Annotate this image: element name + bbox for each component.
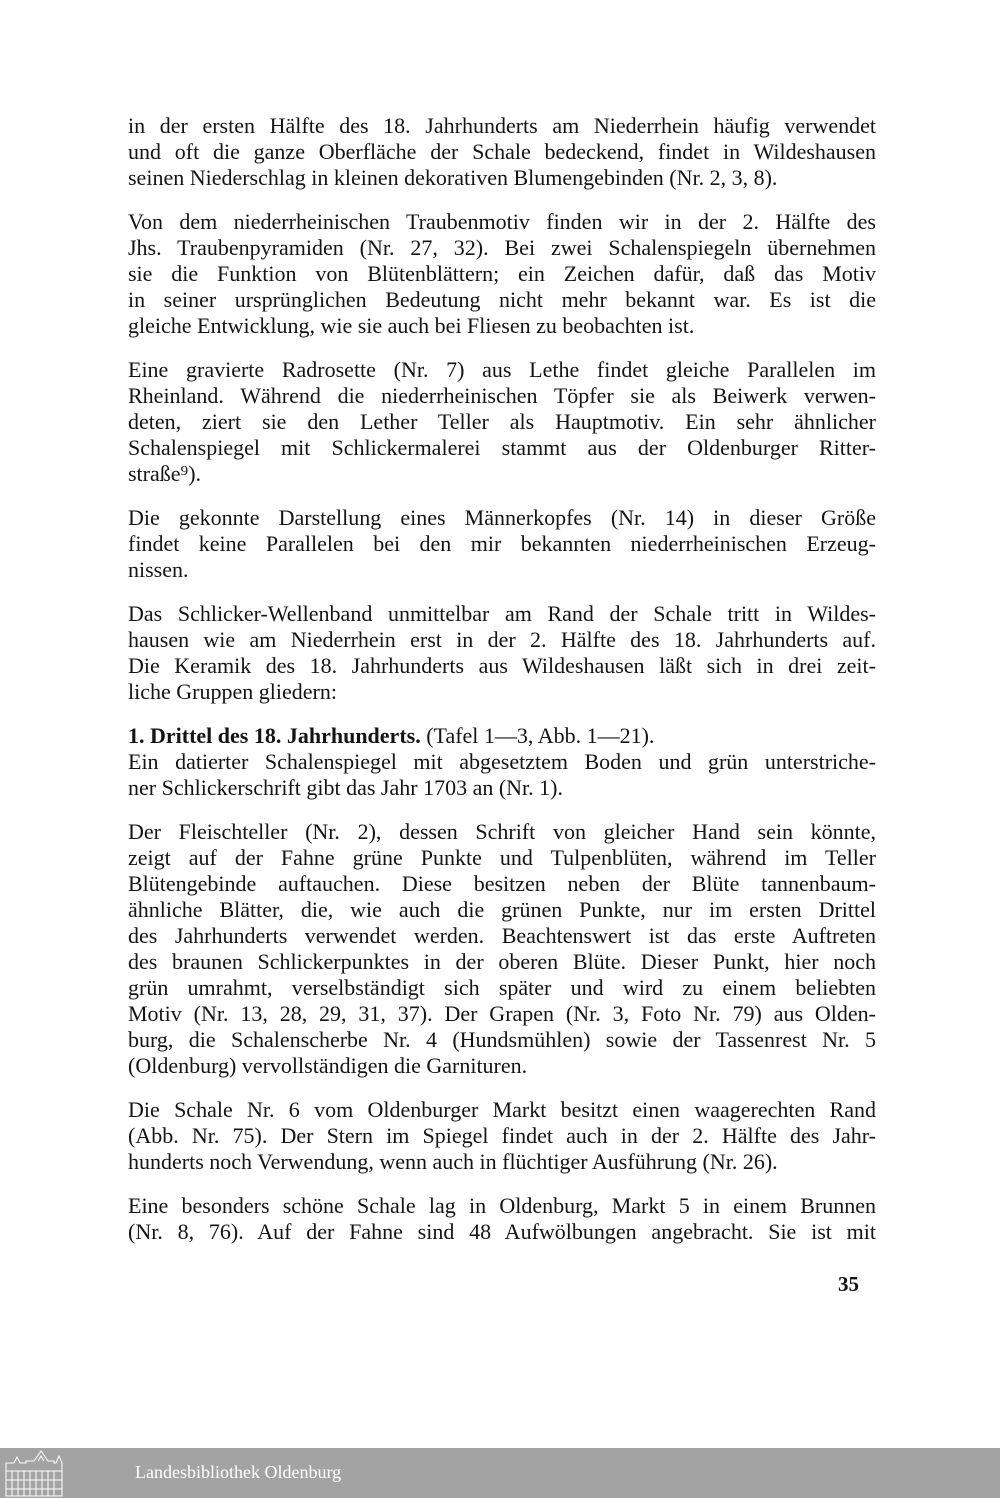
text-line: des Jahrhunderts verwendet werden. Beachtenswert ist das erste Auftreten (128, 923, 876, 948)
paragraph (128, 113, 876, 191)
section-heading-bold: 1. Drittel des 18. Jahrhunderts. (128, 723, 421, 748)
text-line: (Oldenburg) vervollständigen die Garnituren. (128, 1053, 528, 1078)
text-line: Der Fleischteller (Nr. 2), dessen Schrift von gleicher Hand sein könnte, (128, 819, 876, 844)
text-line: Das Schlicker-Wellenband unmittelbar am Rand der Schale tritt in Wildes- (128, 601, 876, 626)
text-line: Blütengebinde auftauchen. Diese besitzen neben der Blüte tannenbaum- (128, 871, 876, 896)
paragraph (128, 749, 876, 801)
paragraph (128, 1193, 876, 1245)
text-line: Eine gravierte Radrosette (Nr. 7) aus Lethe findet gleiche Parallelen im (128, 357, 876, 382)
paragraph (128, 1097, 876, 1175)
paragraph (128, 357, 876, 487)
text-line: ähnliche Blätter, die, wie auch die grünen Punkte, nur im ersten Drittel (128, 897, 876, 922)
paragraph (128, 601, 876, 705)
text-line: seinen Niederschlag in kleinen dekorativen Blumengebinden (Nr. 2, 3, 8). (128, 165, 778, 190)
text-line: Schalenspiegel mit Schlickermalerei stammt aus der Oldenburger Ritter- (128, 435, 876, 460)
text-line: des braunen Schlickerpunktes in der oberen Blüte. Dieser Punkt, hier noch (128, 949, 876, 974)
text-line: Eine besonders schöne Schale lag in Oldenburg, Markt 5 in einem Brunnen (128, 1193, 876, 1218)
text-line: und oft die ganze Oberfläche der Schale bedeckend, findet in Wildeshausen (128, 139, 876, 164)
library-building-icon (4, 1449, 64, 1497)
paragraphs-before-heading (128, 113, 876, 705)
page-body (128, 113, 876, 1263)
paragraphs-after-heading (128, 749, 876, 1245)
section-heading-ref: (Tafel 1—3, Abb. 1—21). (420, 723, 655, 748)
footer-bar (0, 1448, 1000, 1498)
paragraph (128, 505, 876, 583)
text-line: findet keine Parallelen bei den mir bekannten niederrheinischen Erzeug- (128, 531, 876, 556)
text-line: gleiche Entwicklung, wie sie auch bei Fliesen zu beobachten ist. (128, 313, 695, 338)
text-line: sie die Funktion von Blütenblättern; ein Zeichen dafür, daß das Motiv (128, 261, 876, 286)
text-line: Jhs. Traubenpyramiden (Nr. 27, 32). Bei zwei Schalenspiegeln übernehmen (128, 235, 876, 260)
text-line: in seiner ursprünglichen Bedeutung nicht mehr bekannt war. Es ist die (128, 287, 876, 312)
text-line: Motiv (Nr. 13, 28, 29, 31, 37). Der Grapen (Nr. 3, Foto Nr. 79) aus Olden- (128, 1001, 876, 1026)
text-line: (Abb. Nr. 75). Der Stern im Spiegel findet auch in der 2. Hälfte des Jahr- (128, 1123, 876, 1148)
text-line: liche Gruppen gliedern: (128, 679, 337, 704)
text-line: deten, ziert sie den Lether Teller als Hauptmotiv. Ein sehr ähnlicher (128, 409, 876, 434)
text-line: Die gekonnte Darstellung eines Männerkopfes (Nr. 14) in dieser Größe (128, 505, 876, 530)
library-name: Landesbibliothek Oldenburg (135, 1462, 342, 1482)
text-line: Die Schale Nr. 6 vom Oldenburger Markt besitzt einen waagerechten Rand (128, 1097, 876, 1122)
text-line: Rheinland. Während die niederrheinischen Töpfer sie als Beiwerk verwen- (128, 383, 876, 408)
text-line: Die Keramik des 18. Jahrhunderts aus Wildeshausen läßt sich in drei zeit- (128, 653, 876, 678)
page-number: 35 (838, 1272, 859, 1296)
text-line: ner Schlickerschrift gibt das Jahr 1703 an (Nr. 1). (128, 775, 563, 800)
paragraph (128, 209, 876, 339)
text-line: hunderts noch Verwendung, wenn auch in flüchtiger Ausführung (Nr. 26). (128, 1149, 778, 1174)
text-line: nissen. (128, 557, 189, 582)
text-line: grün umrahmt, verselbständigt sich später und wird zu einem beliebten (128, 975, 876, 1000)
paragraph (128, 819, 876, 1079)
text-line: hausen wie am Niederrhein erst in der 2. Hälfte des 18. Jahrhunderts auf. (128, 627, 876, 652)
text-line: burg, die Schalenscherbe Nr. 4 (Hundsmühlen) sowie der Tassenrest Nr. 5 (128, 1027, 876, 1052)
text-line: zeigt auf der Fahne grüne Punkte und Tulpenblüten, während im Teller (128, 845, 876, 870)
text-line: Von dem niederrheinischen Traubenmotiv finden wir in der 2. Hälfte des (128, 209, 876, 234)
text-line: in der ersten Hälfte des 18. Jahrhunderts am Niederrhein häufig verwendet (128, 113, 876, 138)
section-heading (128, 723, 876, 749)
text-line: Ein datierter Schalenspiegel mit abgesetztem Boden und grün unterstriche- (128, 749, 876, 774)
text-line: straße⁹). (128, 461, 202, 486)
text-line: (Nr. 8, 76). Auf der Fahne sind 48 Aufwölbungen angebracht. Sie ist mit (128, 1219, 876, 1244)
